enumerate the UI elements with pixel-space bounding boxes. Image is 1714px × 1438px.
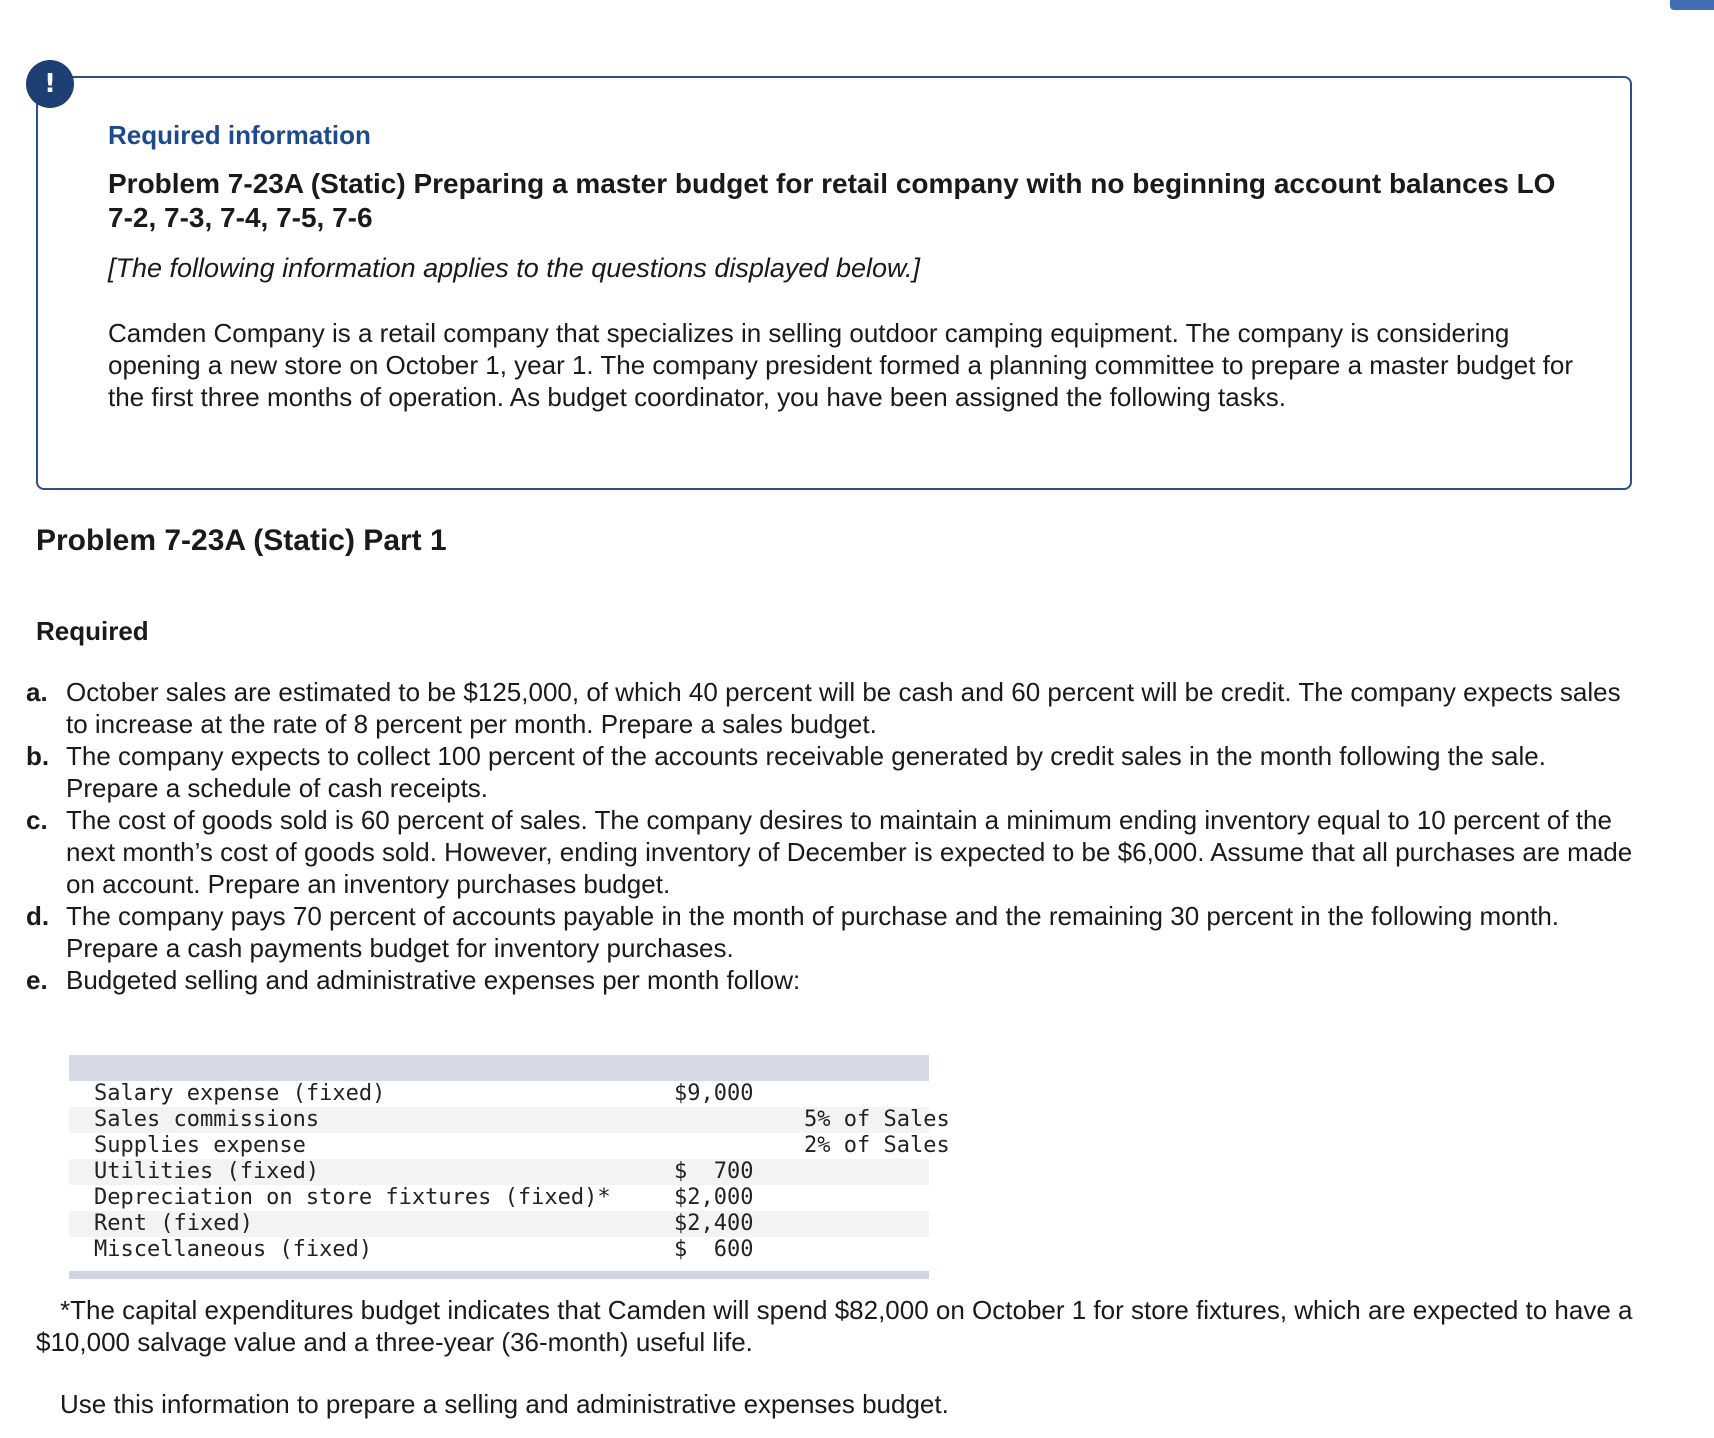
requirement-text: The cost of goods sold is 60 percent of sales. The company desires to maintain a minimum ending inventory equal to 10 percent of the next month’s cost of goods sold. However, ending inventory of December is expected to be $6,000. Assume that all purchases are made on account. Prepare an inventory purchases budget. bbox=[66, 805, 1633, 899]
required-heading: Required bbox=[36, 616, 149, 646]
expense-amount: $2,400 bbox=[674, 1211, 754, 1236]
part-heading: Problem 7-23A (Static) Part 1 bbox=[36, 524, 447, 557]
applies-note-text: The following information applies to the questions displayed below. bbox=[115, 253, 913, 283]
expense-rate bbox=[804, 1237, 929, 1263]
expense-amount: $ 700 bbox=[674, 1159, 754, 1184]
requirement-letter: e. bbox=[26, 965, 48, 995]
requirement-letter: a. bbox=[26, 677, 48, 707]
requirement-letter: d. bbox=[26, 901, 50, 931]
requirement-letter: b. bbox=[26, 741, 50, 771]
expense-rate bbox=[804, 1081, 929, 1107]
requirement-item bbox=[26, 676, 1636, 740]
requirement-item bbox=[26, 804, 1636, 900]
problem-title: Problem 7-23A (Static) Preparing a master budget for retail company with no beginning account balances LO 7-2, 7-3, 7-4, 7-5, 7-6 bbox=[108, 168, 1556, 233]
expense-name: Miscellaneous (fixed) bbox=[94, 1237, 373, 1262]
expense-amount: $ 600 bbox=[674, 1237, 754, 1262]
expense-amount bbox=[674, 1107, 804, 1133]
expenses-table bbox=[69, 1055, 950, 1279]
expense-amount: $2,000 bbox=[674, 1185, 754, 1210]
table-row bbox=[69, 1237, 929, 1263]
exclamation-icon: ! bbox=[26, 60, 74, 108]
table-body bbox=[69, 1081, 950, 1263]
requirement-text: Budgeted selling and administrative expenses per month follow: bbox=[66, 965, 801, 995]
applies-note bbox=[108, 253, 920, 284]
table-row bbox=[69, 1107, 950, 1133]
table-footer-bar bbox=[69, 1271, 929, 1279]
table-row bbox=[69, 1081, 929, 1107]
applies-note-close: ] bbox=[912, 253, 921, 283]
table-row bbox=[69, 1185, 929, 1211]
table-row bbox=[69, 1211, 929, 1237]
expense-amount bbox=[674, 1133, 804, 1159]
expense-name: Salary expense (fixed) bbox=[94, 1081, 386, 1106]
expense-name: Rent (fixed) bbox=[94, 1211, 253, 1236]
expense-name: Sales commissions bbox=[94, 1107, 320, 1132]
requirement-item bbox=[26, 740, 1636, 804]
requirement-text: The company pays 70 percent of accounts payable in the month of purchase and the remaining 30 percent in the following month. Prepare a cash payments budget for inventory purchases. bbox=[66, 901, 1560, 963]
expense-name: Utilities (fixed) bbox=[94, 1159, 320, 1184]
requirement-text: October sales are estimated to be $125,000, of which 40 percent will be cash and 60 percent will be credit. The company expects sales to increase at the rate of 8 percent per month. Prepare a sales budget. bbox=[66, 677, 1621, 739]
expense-rate: 5% of Sales bbox=[804, 1107, 950, 1132]
table-header-bar bbox=[69, 1055, 929, 1081]
footnote: *The capital expenditures budget indicates that Camden will spend $82,000 on October 1 for store fixtures, which are expected to have a $10,000 salvage value and a three-year (36-month) useful life. bbox=[36, 1295, 1633, 1357]
expense-rate bbox=[804, 1211, 929, 1237]
table-row bbox=[69, 1133, 950, 1159]
expense-rate bbox=[804, 1159, 929, 1185]
applies-note-open: [ bbox=[108, 253, 116, 283]
expense-rate: 2% of Sales bbox=[804, 1133, 950, 1158]
intro-paragraph: Camden Company is a retail company that specializes in selling outdoor camping equipment. The company is considering opening a new store on October 1, year 1. The company president formed a planning committee to prepare a master budget for the first three months of operation. As budget coordinator, you have been assigned the following tasks. bbox=[108, 318, 1574, 412]
requirement-item bbox=[26, 964, 1636, 996]
expense-amount: $9,000 bbox=[674, 1081, 754, 1106]
requirement-letter: c. bbox=[26, 805, 48, 835]
expense-rate bbox=[804, 1185, 929, 1211]
corner-tab[interactable] bbox=[1670, 0, 1714, 10]
requirement-item bbox=[26, 900, 1636, 964]
instruction-text: Use this information to prepare a selling and administrative expenses budget. bbox=[60, 1389, 949, 1419]
requirement-text: The company expects to collect 100 percent of the accounts receivable generated by credit sales in the month following the sale. Prepare a schedule of cash receipts. bbox=[66, 741, 1546, 803]
expense-name: Supplies expense bbox=[94, 1133, 306, 1158]
required-information-label: Required information bbox=[108, 120, 371, 150]
expense-name: Depreciation on store fixtures (fixed)* bbox=[94, 1185, 611, 1210]
table-row bbox=[69, 1159, 929, 1185]
requirements-list bbox=[26, 676, 1636, 996]
